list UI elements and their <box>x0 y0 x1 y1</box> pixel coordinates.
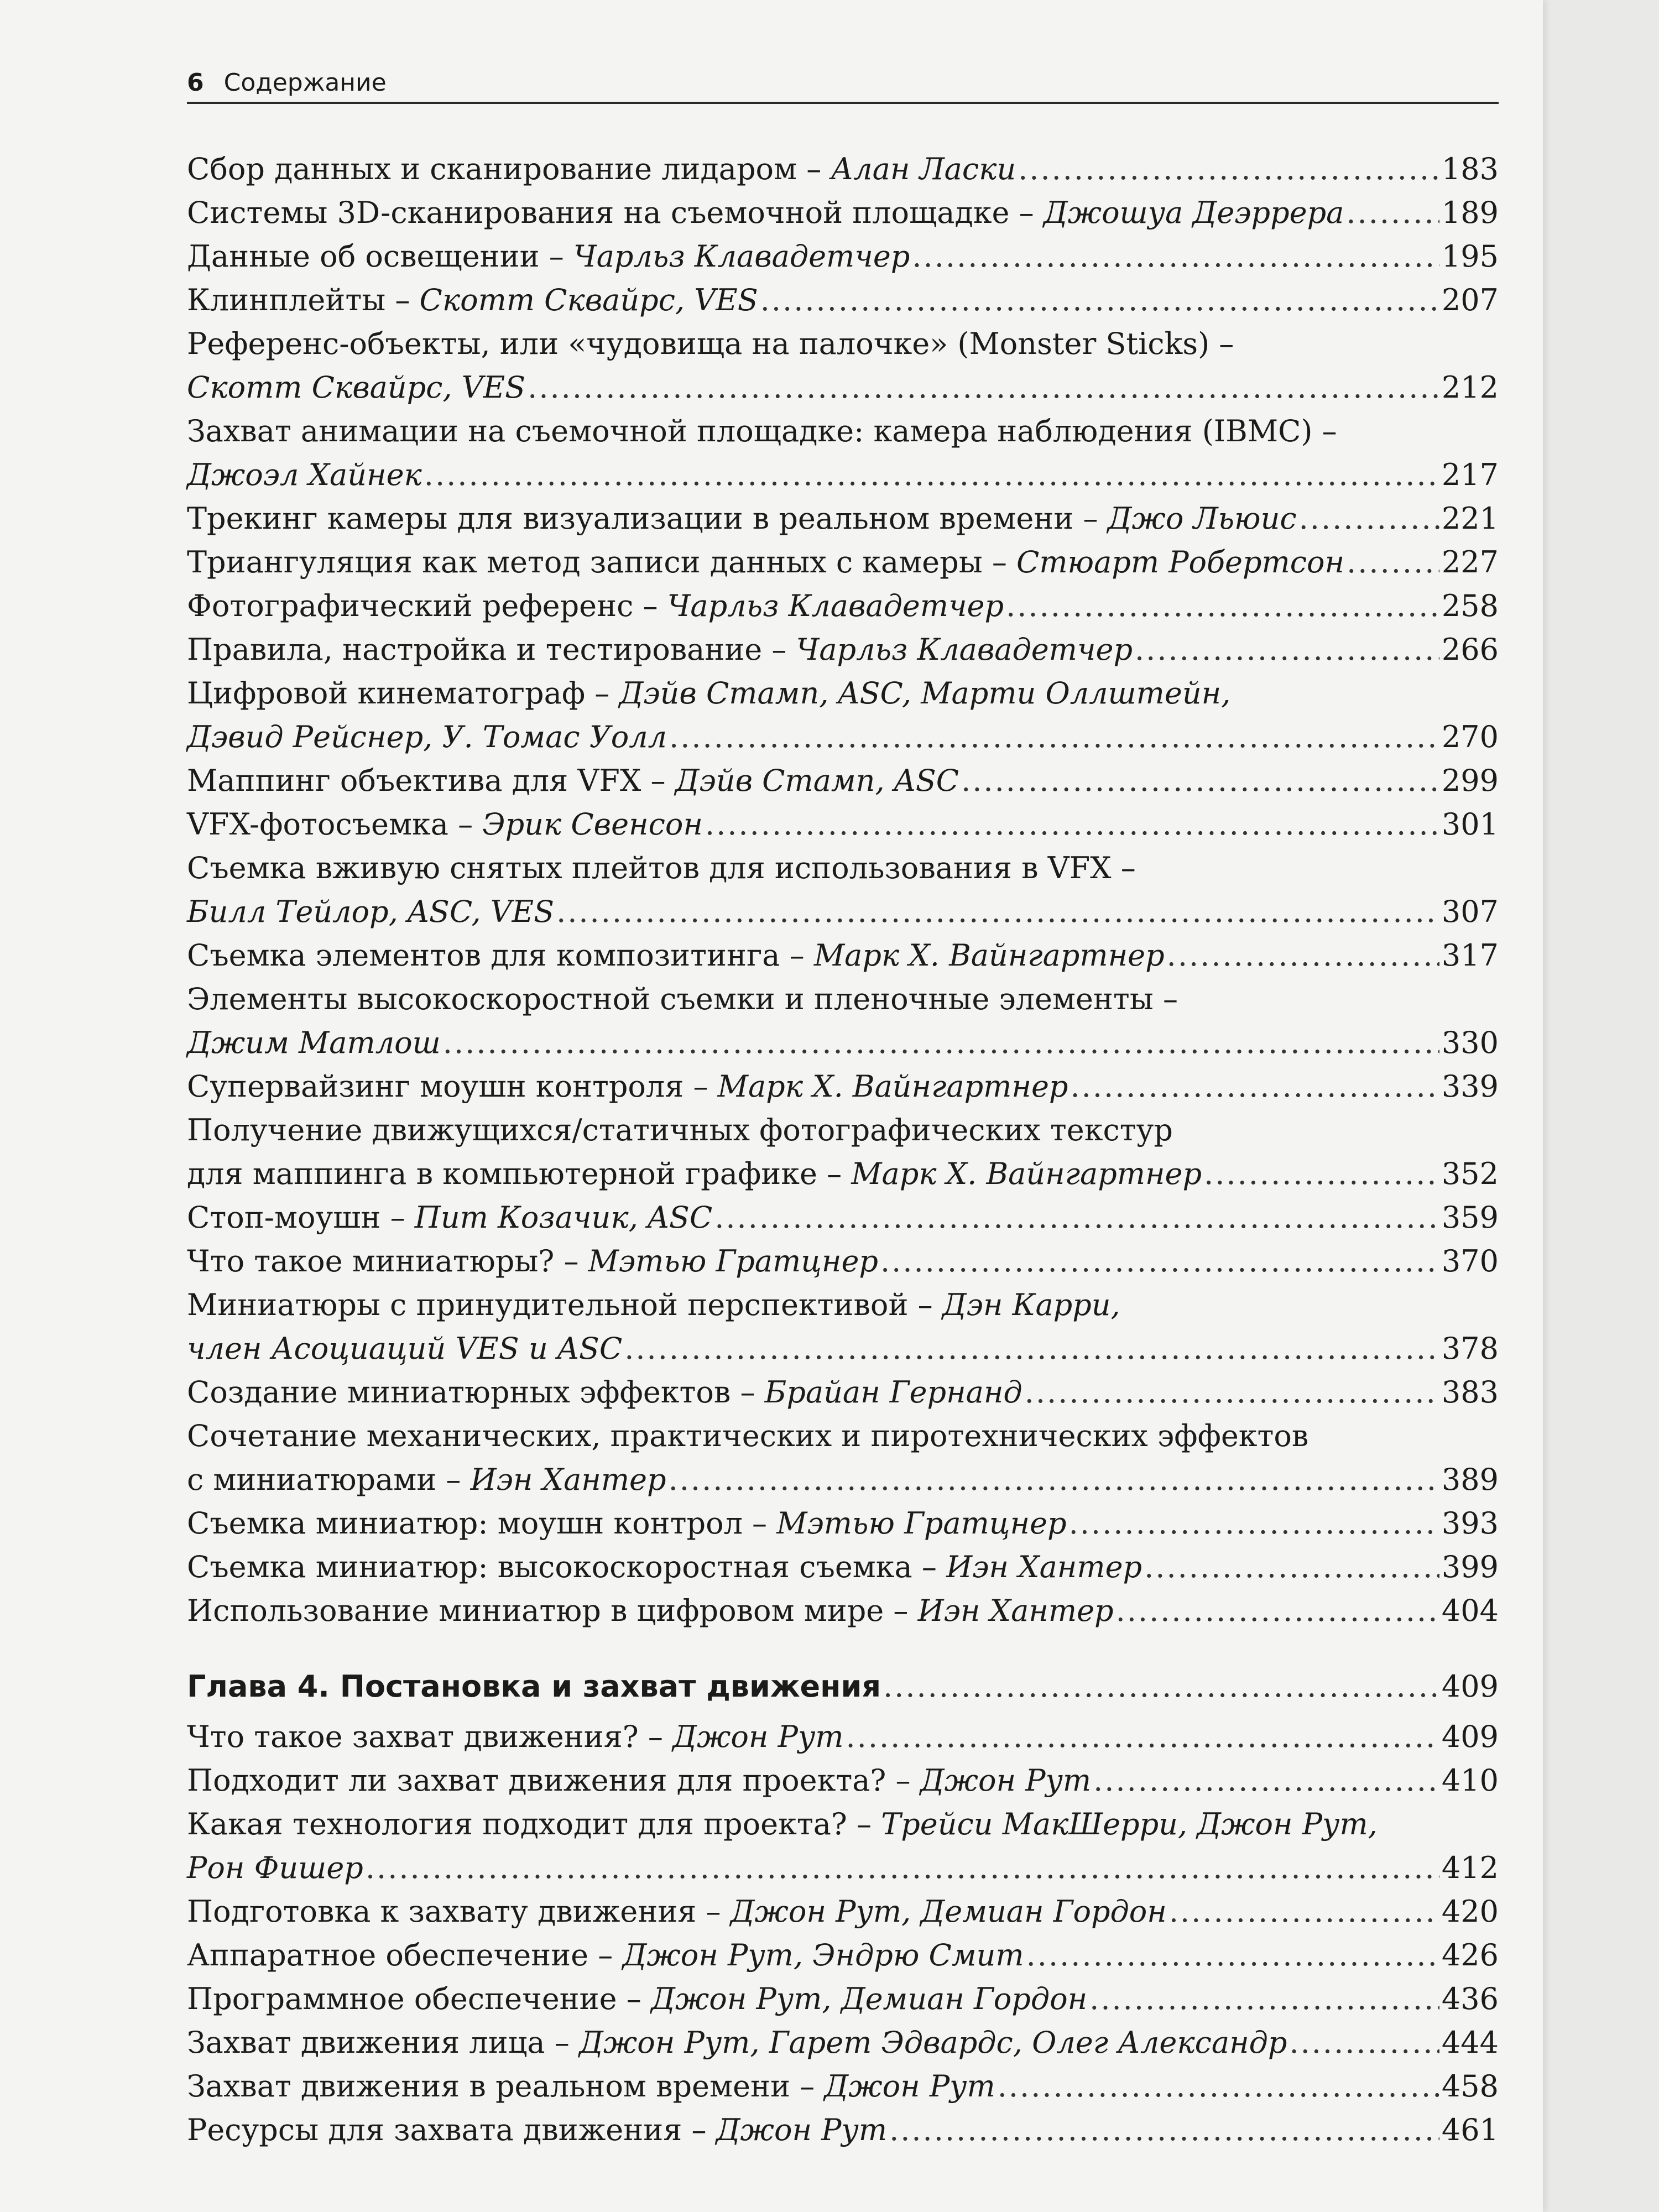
entry-author: Джон Рут <box>920 1763 1092 1798</box>
toc-entry <box>187 671 1499 715</box>
entry-author: Джошуа Деэррера <box>1043 195 1344 230</box>
toc-entry <box>187 1458 1499 1501</box>
entry-author: Брайан Гернанд <box>764 1375 1022 1410</box>
toc-entry <box>187 1890 1499 1933</box>
toc-entry <box>187 1152 1499 1196</box>
dot-leader <box>1144 1545 1439 1589</box>
entry-author: Джон Рут, Эндрю Смит <box>622 1938 1024 1973</box>
entry-page-number: 195 <box>1441 239 1499 274</box>
dot-leader <box>1069 1501 1439 1545</box>
entry-page-number: 458 <box>1441 2069 1499 2104</box>
entry-title: Съемка вживую снятых плейтов для использования в VFX – <box>187 851 1136 885</box>
dot-leader <box>1169 1890 1439 1933</box>
entry-title: Супервайзинг моушн контроля <box>187 1069 684 1104</box>
entry-title: Сбор данных и сканирование лидаром <box>187 152 797 186</box>
toc-entry <box>187 2108 1499 2152</box>
dot-leader <box>669 1458 1439 1501</box>
toc-entry-text <box>187 1759 1091 1802</box>
entry-separator: – <box>545 2025 579 2060</box>
dot-leader <box>1167 933 1439 977</box>
entry-page-number: 299 <box>1441 763 1499 798</box>
entry-separator: – <box>817 1156 852 1191</box>
entry-author: Иэн Хантер <box>917 1593 1114 1628</box>
entry-separator: – <box>886 1763 920 1798</box>
toc-entry-text <box>187 977 1178 1021</box>
entry-title: Маппинг объектива для VFX <box>187 763 641 798</box>
entry-page-number: 399 <box>1441 1550 1499 1584</box>
toc-entry <box>187 1715 1499 1759</box>
dot-leader <box>669 715 1439 759</box>
entry-page-number: 301 <box>1441 807 1499 842</box>
entry-page-number: 404 <box>1441 1593 1499 1628</box>
toc-entry-text <box>187 1933 1024 1977</box>
entry-page-number: 370 <box>1441 1244 1499 1279</box>
entry-separator: – <box>847 1807 881 1841</box>
entry-author: Алан Ласки <box>831 152 1016 186</box>
toc-entry-text <box>187 1589 1114 1632</box>
dot-leader <box>556 890 1439 933</box>
entry-page-number: 212 <box>1441 370 1499 405</box>
entry-separator: – <box>731 1375 765 1410</box>
toc-entry-text <box>187 2064 995 2108</box>
entry-separator: – <box>585 676 619 711</box>
toc-entry <box>187 147 1499 191</box>
entry-title: Захват движения в реальном времени <box>187 2069 790 2104</box>
dot-leader <box>889 2108 1439 2152</box>
entry-page-number: 420 <box>1441 1894 1499 1929</box>
toc-entry <box>187 1977 1499 2021</box>
entry-title: Создание миниатюрных эффектов <box>187 1375 731 1410</box>
toc-entry <box>187 628 1499 671</box>
toc-entry <box>187 1239 1499 1283</box>
entry-author: Мэтью Гратцнер <box>776 1506 1067 1541</box>
entry-page-number: 317 <box>1441 938 1499 973</box>
entry-page-number: 378 <box>1441 1331 1499 1366</box>
entry-title: VFX-фотосъемка <box>187 807 448 842</box>
toc-entry <box>187 890 1499 933</box>
entry-author: Дэйв Стамп, ASC, Марти Оллштейн, <box>619 676 1231 711</box>
entry-author: Дэвид Рейснер, У. Томас Уолл <box>187 719 667 754</box>
dot-leader <box>1289 2021 1439 2064</box>
toc-entry-text <box>187 234 910 278</box>
toc-entry-text <box>187 1890 1167 1933</box>
entry-page-number: 221 <box>1441 501 1499 536</box>
entry-page-number: 266 <box>1441 632 1499 667</box>
toc-entry <box>187 2021 1499 2064</box>
entry-title: Триангуляция как метод записи данных с камеры <box>187 545 983 580</box>
entry-separator: – <box>448 807 483 842</box>
entry-page-number: 426 <box>1441 1938 1499 1973</box>
dot-leader <box>1070 1065 1439 1108</box>
toc-entry-text <box>187 1065 1068 1108</box>
toc-entry <box>187 322 1499 366</box>
table-of-contents <box>187 147 1499 2152</box>
toc-entry-text <box>187 1152 1202 1196</box>
toc-entry-text <box>187 759 959 802</box>
entry-page-number: 307 <box>1441 894 1499 929</box>
entry-author: Джо Льюис <box>1107 501 1297 536</box>
entry-author: член Асоциаций VES и ASC <box>187 1331 623 1366</box>
entry-author: Билл Тейлор, ASC, VES <box>187 894 555 929</box>
toc-entry-text <box>187 1846 363 1890</box>
entry-separator: – <box>436 1462 471 1497</box>
dot-leader <box>998 2064 1439 2108</box>
toc-entry-text <box>187 409 1337 453</box>
entry-author: Мэтью Гратцнер <box>588 1244 878 1279</box>
entry-separator: – <box>539 239 573 274</box>
entry-title: Сочетание механических, практических и пиротехнических эффектов <box>187 1418 1309 1453</box>
entry-title: Клинплейты <box>187 283 386 317</box>
dot-leader <box>705 802 1439 846</box>
entry-author: Джон Рут, Демиан Гордон <box>730 1894 1167 1929</box>
toc-entry <box>187 234 1499 278</box>
entry-separator: – <box>638 1719 673 1754</box>
entry-page-number: 393 <box>1441 1506 1499 1541</box>
entry-title: Захват движения лица <box>187 2025 545 2060</box>
toc-entry <box>187 846 1499 890</box>
entry-page-number: 330 <box>1441 1025 1499 1060</box>
entry-separator: – <box>641 763 675 798</box>
toc-entry <box>187 933 1499 977</box>
entry-separator: – <box>696 1894 731 1929</box>
entry-title: Трекинг камеры для визуализации в реальном времени <box>187 501 1074 536</box>
entry-page-number: 258 <box>1441 588 1499 623</box>
dot-leader <box>1093 1759 1439 1802</box>
toc-entry <box>187 497 1499 540</box>
dot-leader <box>1089 1977 1439 2021</box>
entry-title: Захват анимации на съемочной площадке: камера наблюдения (IBMC) – <box>187 414 1337 448</box>
toc-entry-text <box>187 1239 878 1283</box>
toc-entry <box>187 1501 1499 1545</box>
dot-leader <box>624 1327 1439 1370</box>
toc-entry-text <box>187 278 758 322</box>
dot-leader <box>1346 191 1439 234</box>
toc-entry <box>187 1021 1499 1065</box>
entry-author: Иэн Хантер <box>946 1550 1142 1584</box>
entry-title: Подготовка к захвату движения <box>187 1894 697 1929</box>
entry-separator: – <box>684 1069 718 1104</box>
dot-leader <box>912 234 1439 278</box>
toc-chapter-heading <box>187 1665 1499 1708</box>
toc-entry <box>187 1283 1499 1327</box>
entry-title: Получение движущихся/статичных фотографических текстур <box>187 1113 1173 1147</box>
dot-leader <box>846 1715 1439 1759</box>
dot-leader <box>443 1021 1439 1065</box>
entry-separator: – <box>908 1287 942 1322</box>
toc-entry-text <box>187 715 667 759</box>
entry-page-number: 339 <box>1441 1069 1499 1104</box>
toc-entry-text <box>187 453 422 497</box>
entry-page-number: 461 <box>1441 2112 1499 2147</box>
entry-title: Цифровой кинематограф <box>187 676 586 711</box>
toc-entry-text <box>187 1802 1378 1846</box>
entry-title: Программное обеспечение <box>187 1981 617 2016</box>
entry-author: Джим Матлош <box>187 1025 441 1060</box>
entry-title: Что такое миниатюры? <box>187 1244 555 1279</box>
entry-title: Стоп-моушн <box>187 1200 381 1235</box>
dot-leader <box>1025 1370 1439 1414</box>
toc-entry-text <box>187 497 1297 540</box>
entry-author: Джон Рут <box>716 2112 888 2147</box>
toc-entry <box>187 2064 1499 2108</box>
dot-leader <box>961 759 1439 802</box>
entry-separator: – <box>1073 501 1108 536</box>
dot-leader <box>1299 497 1439 540</box>
dot-leader <box>883 1665 1439 1708</box>
entry-title: Съемка миниатюр: моушн контрол <box>187 1506 743 1541</box>
toc-entry <box>187 1370 1499 1414</box>
entry-title: Референс-объекты, или «чудовища на палочке» (Monster Sticks) – <box>187 326 1234 361</box>
entry-title: Какая технология подходит для проекта? <box>187 1807 847 1841</box>
toc-entry <box>187 1108 1499 1152</box>
entry-author: Рон Фишер <box>187 1850 363 1885</box>
entry-separator: – <box>982 545 1017 580</box>
entry-page-number: 359 <box>1441 1200 1499 1235</box>
toc-entry <box>187 977 1499 1021</box>
entry-author: Чарльз Клавадетчер <box>573 239 910 274</box>
toc-entry-text <box>187 628 1133 671</box>
entry-author: Дэйв Стамп, ASC <box>675 763 959 798</box>
entry-author: Трейси МакШерри, Джон Рут, <box>881 1807 1378 1841</box>
entry-separator: – <box>912 1550 947 1584</box>
dot-leader <box>424 453 1439 497</box>
entry-page-number: 270 <box>1441 719 1499 754</box>
entry-page-number: 352 <box>1441 1156 1499 1191</box>
entry-separator: – <box>617 1981 651 2016</box>
running-title: Содержание <box>223 69 387 97</box>
toc-entry-text <box>187 191 1344 234</box>
dot-leader <box>1116 1589 1439 1632</box>
entry-title: с миниатюрами <box>187 1462 437 1497</box>
toc-entry-text <box>187 1196 712 1239</box>
entry-title: Глава 4. Постановка и захват движения <box>187 1669 881 1704</box>
entry-page-number: 409 <box>1441 1669 1499 1704</box>
entry-title: Подходит ли захват движения для проекта? <box>187 1763 886 1798</box>
entry-page-number: 217 <box>1441 457 1499 492</box>
entry-author: Джон Рут, Демиан Гордон <box>650 1981 1088 2016</box>
entry-separator: – <box>554 1244 588 1279</box>
toc-entry <box>187 1759 1499 1802</box>
entry-author: Скотт Сквайрс, VES <box>187 370 526 405</box>
toc-entry-text <box>187 933 1165 977</box>
dot-leader <box>760 278 1439 322</box>
entry-author: Марк Х. Вайнгартнер <box>851 1156 1202 1191</box>
toc-entry-text <box>187 802 703 846</box>
entry-author: Эрик Свенсон <box>482 807 703 842</box>
entry-author: Марк Х. Вайнгартнер <box>717 1069 1068 1104</box>
toc-entry <box>187 1196 1499 1239</box>
toc-entry <box>187 278 1499 322</box>
toc-entry-text <box>187 2108 887 2152</box>
entry-title: Использование миниатюр в цифровом мире <box>187 1593 884 1628</box>
entry-author: Дэн Карри, <box>942 1287 1120 1322</box>
entry-title: Ресурсы для захвата движения <box>187 2112 682 2147</box>
toc-entry <box>187 759 1499 802</box>
entry-title: Миниатюры с принудительной перспективой <box>187 1287 909 1322</box>
toc-entry-text <box>187 1414 1308 1458</box>
entry-title: Системы 3D-сканирования на съемочной площадке <box>187 195 1010 230</box>
toc-entry <box>187 1933 1499 1977</box>
entry-separator: – <box>762 632 796 667</box>
toc-entry-text <box>187 1021 441 1065</box>
toc-entry <box>187 1414 1499 1458</box>
toc-entry-text <box>187 671 1230 715</box>
entry-author: Чарльз Клавадетчер <box>796 632 1133 667</box>
entry-page-number: 189 <box>1441 195 1499 230</box>
toc-entry <box>187 802 1499 846</box>
entry-title: Съемка элементов для композитинга <box>187 938 780 973</box>
toc-entry-text <box>187 1977 1087 2021</box>
entry-author: Пит Козачик, ASC <box>414 1200 713 1235</box>
toc-entry-text <box>187 1665 881 1708</box>
toc-entry <box>187 1327 1499 1370</box>
toc-entry <box>187 1589 1499 1632</box>
entry-author: Чарльз Клавадетчер <box>667 588 1004 623</box>
page-number: 6 <box>187 69 204 97</box>
entry-page-number: 444 <box>1441 2025 1499 2060</box>
toc-entry <box>187 715 1499 759</box>
entry-page-number: 183 <box>1441 152 1499 186</box>
toc-entry <box>187 453 1499 497</box>
entry-author: Иэн Хантер <box>470 1462 666 1497</box>
toc-entry-text <box>187 1545 1142 1589</box>
entry-title: Элементы высокоскоростной съемки и пленочные элементы – <box>187 982 1178 1016</box>
entry-page-number: 409 <box>1441 1719 1499 1754</box>
toc-entry <box>187 540 1499 584</box>
entry-page-number: 207 <box>1441 283 1499 317</box>
toc-entry-text <box>187 1370 1022 1414</box>
entry-separator: – <box>633 588 667 623</box>
dot-leader <box>880 1239 1439 1283</box>
entry-page-number: 436 <box>1441 1981 1499 2016</box>
entry-author: Джон Рут <box>824 2069 995 2104</box>
toc-entry-text <box>187 1715 844 1759</box>
dot-leader <box>1026 1933 1439 1977</box>
dot-leader <box>1018 147 1439 191</box>
toc-entry-text <box>187 366 525 409</box>
dot-leader <box>366 1846 1439 1890</box>
toc-entry <box>187 1545 1499 1589</box>
toc-entry-text <box>187 584 1004 628</box>
entry-page-number: 412 <box>1441 1850 1499 1885</box>
entry-author: Джоэл Хайнек <box>187 457 422 492</box>
entry-title: Что такое захват движения? <box>187 1719 639 1754</box>
entry-separator: – <box>588 1938 623 1973</box>
entry-separator: – <box>742 1506 777 1541</box>
entry-author: Скотт Сквайрс, VES <box>419 283 758 317</box>
entry-page-number: 227 <box>1441 545 1499 580</box>
entry-page-number: 383 <box>1441 1375 1499 1410</box>
running-header <box>187 66 1499 104</box>
entry-title: Правила, настройка и тестирование <box>187 632 763 667</box>
dot-leader <box>1347 540 1439 584</box>
dot-leader <box>714 1196 1439 1239</box>
toc-entry-text <box>187 890 554 933</box>
toc-entry-text <box>187 846 1136 890</box>
toc-entry <box>187 1802 1499 1846</box>
entry-separator: – <box>1009 195 1044 230</box>
entry-page-number: 410 <box>1441 1763 1499 1798</box>
dot-leader <box>1135 628 1439 671</box>
toc-entry <box>187 191 1499 234</box>
entry-separator: – <box>385 283 420 317</box>
entry-separator: – <box>682 2112 716 2147</box>
entry-author: Джон Рут <box>672 1719 844 1754</box>
dot-leader <box>528 366 1439 409</box>
entry-author: Марк Х. Вайнгартнер <box>813 938 1165 973</box>
entry-title: Данные об освещении <box>187 239 540 274</box>
toc-entry <box>187 1065 1499 1108</box>
toc-entry <box>187 409 1499 453</box>
toc-entry-text <box>187 147 1016 191</box>
entry-separator: – <box>380 1200 415 1235</box>
entry-title: Аппаратное обеспечение <box>187 1938 589 1973</box>
toc-entry-text <box>187 540 1344 584</box>
entry-page-number: 389 <box>1441 1462 1499 1497</box>
toc-entry-text <box>187 322 1234 366</box>
entry-author: Стюарт Робертсон <box>1016 545 1345 580</box>
dot-leader <box>1204 1152 1439 1196</box>
toc-entry <box>187 584 1499 628</box>
entry-separator: – <box>797 152 831 186</box>
entry-title: Фотографический референс <box>187 588 634 623</box>
entry-title: для маппинга в компьютерной графике <box>187 1156 817 1191</box>
toc-entry-text <box>187 1108 1173 1152</box>
toc-entry <box>187 1846 1499 1890</box>
toc-entry-text <box>187 1458 666 1501</box>
dot-leader <box>1006 584 1439 628</box>
toc-entry-text <box>187 1327 622 1370</box>
entry-title: Съемка миниатюр: высокоскоростная съемка <box>187 1550 912 1584</box>
entry-separator: – <box>790 2069 825 2104</box>
toc-entry-text <box>187 2021 1287 2064</box>
toc-entry-text <box>187 1283 1120 1327</box>
entry-separator: – <box>780 938 814 973</box>
entry-author: Джон Рут, Гарет Эдвардс, Олег Александр <box>578 2025 1287 2060</box>
entry-separator: – <box>884 1593 918 1628</box>
toc-entry-text <box>187 1501 1067 1545</box>
toc-entry <box>187 366 1499 409</box>
